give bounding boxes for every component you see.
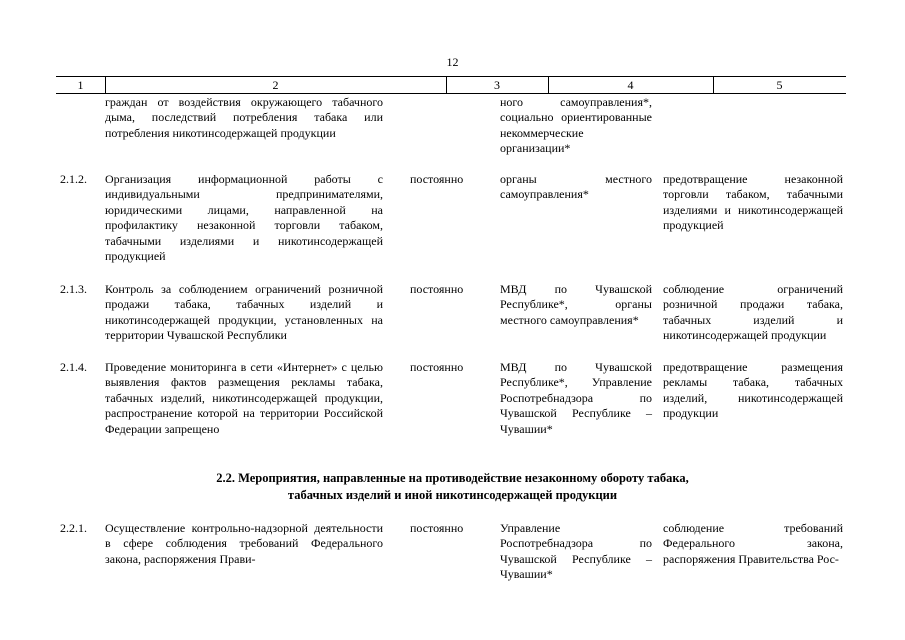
row-description: Контроль за соблюдением ограничений розничной продажи табака, табачных изделий и никотинсодержащей продукции, установленных на территории Чувашской Республики bbox=[105, 282, 383, 343]
header-col-1: 1 bbox=[77, 78, 84, 92]
row-executor: МВД по Чувашской Республике*, органы местного самоуправления* bbox=[500, 282, 652, 327]
row-number: 2.2.1. bbox=[60, 521, 87, 535]
row-executor: Управление Роспотребнадзора по Чувашской Республике – Чувашии* bbox=[500, 521, 652, 582]
header-col-2: 2 bbox=[272, 78, 279, 92]
row-description: Организация информационной работы с индивидуальными предпринимателями, юридическими лицами, направленной на профилактику незаконной торговли табаком, табачными изделиями и никотинсодержащей продукцией bbox=[105, 172, 383, 264]
header-col-4: 4 bbox=[627, 78, 634, 92]
row-description: Проведение мониторинга в сети «Интернет» с целью выявления фактов размещения рекламы табака, табачных изделий, никотинсодержащей продукции, распространение которой на территории Российской Федерации запрещено bbox=[105, 360, 383, 436]
header-col-5: 5 bbox=[776, 78, 783, 92]
row-executor: МВД по Чувашской Республике*, Управление Роспотребнадзора по Чувашской Республике – Чувашии* bbox=[500, 360, 652, 436]
row-period: постоянно bbox=[410, 360, 464, 374]
row-description: граждан от воздействия окружающего табачного дыма, последствий потребления табака или потребления никотинсодержащей продукции bbox=[105, 95, 383, 140]
page-number: 12 bbox=[446, 55, 459, 69]
section-heading-line-1: 2.2. Мероприятия, направленные на противодействие незаконному обороту табака, bbox=[216, 471, 689, 485]
row-period: постоянно bbox=[410, 172, 464, 186]
row-description: Осуществление контрольно-надзорной деятельности в сфере соблюдения требований Федерального закона, распоряжения Прави- bbox=[105, 521, 383, 566]
row-number: 2.1.2. bbox=[60, 172, 87, 186]
row-result: соблюдение ограничений розничной продажи табака, табачных изделий и никотинсодержащей продукции bbox=[663, 282, 843, 343]
section-heading-line-2: табачных изделий и иной никотинсодержащей продукции bbox=[287, 488, 618, 502]
row-result: предотвращение незаконной торговли табаком, табачными изделиями и никотинсодержащей продукцией bbox=[663, 172, 843, 233]
row-period: постоянно bbox=[410, 521, 464, 535]
header-col-3: 3 bbox=[494, 78, 500, 92]
section-heading bbox=[150, 470, 755, 504]
row-number: 2.1.4. bbox=[60, 360, 87, 374]
row-result: предотвращение размещения рекламы табака, табачных изделий, никотинсодержащей продукции bbox=[663, 360, 843, 421]
row-executor: ного самоуправления*, социально ориентированные некоммерческие организации* bbox=[500, 95, 652, 156]
row-result: соблюдение требований Федерального закона, распоряжения Правительства Рос- bbox=[663, 521, 843, 566]
table-header bbox=[56, 76, 846, 94]
row-period: постоянно bbox=[410, 282, 464, 296]
row-number: 2.1.3. bbox=[60, 282, 87, 296]
row-executor: органы местного самоуправления* bbox=[500, 172, 652, 202]
